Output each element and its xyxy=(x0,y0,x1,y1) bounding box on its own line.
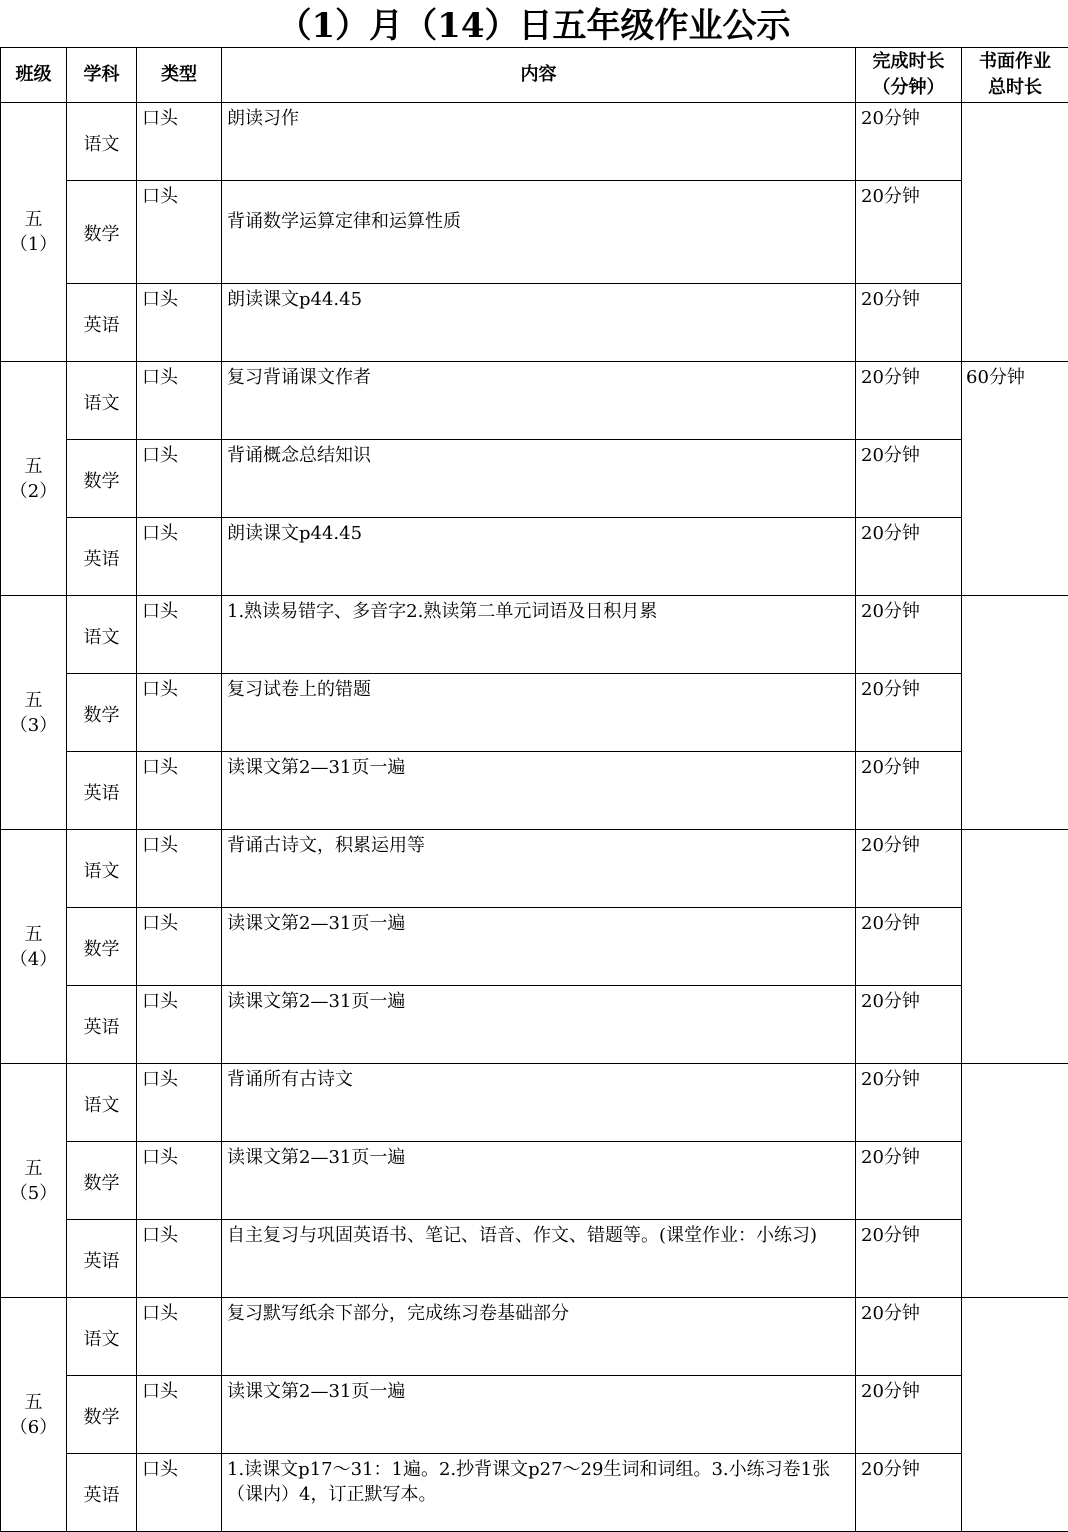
content-cell: 自主复习与巩固英语书、笔记、语音、作文、错题等。(课堂作业：小练习) xyxy=(222,1220,856,1298)
table-row xyxy=(1,518,1068,596)
subject-cell: 英语 xyxy=(67,284,137,362)
class-number: （6） xyxy=(1,1415,66,1440)
duration-cell: 20分钟 xyxy=(856,1454,962,1532)
subject-cell: 语文 xyxy=(67,830,137,908)
type-cell: 口头 xyxy=(137,674,222,752)
class-number: （3） xyxy=(1,713,66,738)
duration-cell: 20分钟 xyxy=(856,1064,962,1142)
header-duration xyxy=(856,48,962,103)
subject-cell: 语文 xyxy=(67,596,137,674)
subject-cell: 数学 xyxy=(67,1142,137,1220)
type-cell: 口头 xyxy=(137,284,222,362)
content-cell: 1.熟读易错字、多音字2.熟读第二单元词语及日积月累 xyxy=(222,596,856,674)
written-total-cell xyxy=(962,830,1068,1064)
subject-cell: 数学 xyxy=(67,440,137,518)
duration-cell: 20分钟 xyxy=(856,1142,962,1220)
class-cell xyxy=(1,596,67,830)
duration-cell: 20分钟 xyxy=(856,1376,962,1454)
duration-cell: 20分钟 xyxy=(856,1298,962,1376)
class-number: （1） xyxy=(1,232,66,257)
table-row xyxy=(1,440,1068,518)
header-duration-line1: 完成时长 xyxy=(856,49,961,75)
subject-cell: 数学 xyxy=(67,181,137,284)
content-cell: 复习默写纸余下部分，完成练习卷基础部分 xyxy=(222,1298,856,1376)
duration-cell: 20分钟 xyxy=(856,362,962,440)
class-grade: 五 xyxy=(1,1390,66,1415)
class-cell xyxy=(1,1064,67,1298)
content-cell: 朗读课文p44.45 xyxy=(222,518,856,596)
type-cell: 口头 xyxy=(137,1064,222,1142)
table-row xyxy=(1,1142,1068,1220)
subject-cell: 语文 xyxy=(67,1298,137,1376)
table-row xyxy=(1,908,1068,986)
content-cell: 复习试卷上的错题 xyxy=(222,674,856,752)
type-cell: 口头 xyxy=(137,440,222,518)
class-grade: 五 xyxy=(1,688,66,713)
class-grade: 五 xyxy=(1,454,66,479)
class-number: （5） xyxy=(1,1181,66,1206)
written-total-cell: 60分钟 xyxy=(962,362,1068,596)
class-cell xyxy=(1,362,67,596)
duration-cell: 20分钟 xyxy=(856,518,962,596)
duration-cell: 20分钟 xyxy=(856,440,962,518)
content-cell: 背诵数学运算定律和运算性质 xyxy=(222,181,856,284)
table-row xyxy=(1,986,1068,1064)
header-type: 类型 xyxy=(137,48,222,103)
header-written-total xyxy=(962,48,1068,103)
table-row xyxy=(1,362,1068,440)
subject-cell: 语文 xyxy=(67,103,137,181)
type-cell: 口头 xyxy=(137,1454,222,1532)
content-cell: 读课文第2—31页一遍 xyxy=(222,1376,856,1454)
content-cell: 读课文第2—31页一遍 xyxy=(222,908,856,986)
type-cell: 口头 xyxy=(137,986,222,1064)
content-cell: 读课文第2—31页一遍 xyxy=(222,1142,856,1220)
content-cell: 朗读课文p44.45 xyxy=(222,284,856,362)
table-row xyxy=(1,752,1068,830)
type-cell: 口头 xyxy=(137,830,222,908)
written-total-cell xyxy=(962,1298,1068,1532)
table-row xyxy=(1,1220,1068,1298)
content-cell: 1.读课文p17～31：1遍。2.抄背课文p27～29生词和词组。3.小练习卷1张（课内）4，订正默写本。 xyxy=(222,1454,856,1532)
header-class: 班级 xyxy=(1,48,67,103)
type-cell: 口头 xyxy=(137,1142,222,1220)
table-row xyxy=(1,103,1068,181)
table-header-row xyxy=(1,48,1068,103)
subject-cell: 语文 xyxy=(67,362,137,440)
content-cell: 背诵所有古诗文 xyxy=(222,1064,856,1142)
class-cell xyxy=(1,1298,67,1532)
table-row xyxy=(1,1298,1068,1376)
homework-table xyxy=(0,47,1068,1532)
header-written-line2: 总时长 xyxy=(962,75,1068,101)
duration-cell: 20分钟 xyxy=(856,830,962,908)
written-total-cell xyxy=(962,1064,1068,1298)
header-subject: 学科 xyxy=(67,48,137,103)
table-row xyxy=(1,1376,1068,1454)
table-row xyxy=(1,596,1068,674)
duration-cell: 20分钟 xyxy=(856,752,962,830)
page-title: （1）月（14）日五年级作业公示 xyxy=(0,0,1068,47)
header-content: 内容 xyxy=(222,48,856,103)
duration-cell: 20分钟 xyxy=(856,181,962,284)
class-number: （4） xyxy=(1,947,66,972)
content-cell: 背诵概念总结知识 xyxy=(222,440,856,518)
type-cell: 口头 xyxy=(137,908,222,986)
class-grade: 五 xyxy=(1,922,66,947)
class-cell xyxy=(1,103,67,362)
type-cell: 口头 xyxy=(137,362,222,440)
table-row xyxy=(1,674,1068,752)
table-row xyxy=(1,1454,1068,1532)
type-cell: 口头 xyxy=(137,518,222,596)
content-cell: 读课文第2—31页一遍 xyxy=(222,752,856,830)
content-cell: 读课文第2—31页一遍 xyxy=(222,986,856,1064)
duration-cell: 20分钟 xyxy=(856,674,962,752)
class-number: （2） xyxy=(1,479,66,504)
table-row xyxy=(1,284,1068,362)
type-cell: 口头 xyxy=(137,103,222,181)
duration-cell: 20分钟 xyxy=(856,103,962,181)
type-cell: 口头 xyxy=(137,1298,222,1376)
type-cell: 口头 xyxy=(137,1220,222,1298)
type-cell: 口头 xyxy=(137,1376,222,1454)
duration-cell: 20分钟 xyxy=(856,284,962,362)
content-cell: 朗读习作 xyxy=(222,103,856,181)
subject-cell: 英语 xyxy=(67,1220,137,1298)
class-grade: 五 xyxy=(1,1156,66,1181)
subject-cell: 数学 xyxy=(67,1376,137,1454)
duration-cell: 20分钟 xyxy=(856,908,962,986)
table-row xyxy=(1,1064,1068,1142)
content-cell: 背诵古诗文，积累运用等 xyxy=(222,830,856,908)
table-row xyxy=(1,181,1068,284)
content-cell: 复习背诵课文作者 xyxy=(222,362,856,440)
type-cell: 口头 xyxy=(137,596,222,674)
subject-cell: 英语 xyxy=(67,1454,137,1532)
class-grade: 五 xyxy=(1,207,66,232)
duration-cell: 20分钟 xyxy=(856,596,962,674)
subject-cell: 英语 xyxy=(67,518,137,596)
written-total-cell xyxy=(962,596,1068,830)
table-row xyxy=(1,830,1068,908)
header-duration-line2: （分钟） xyxy=(856,75,961,101)
written-total-cell xyxy=(962,103,1068,362)
subject-cell: 语文 xyxy=(67,1064,137,1142)
duration-cell: 20分钟 xyxy=(856,1220,962,1298)
type-cell: 口头 xyxy=(137,181,222,284)
table-body xyxy=(1,103,1068,1532)
header-written-line1: 书面作业 xyxy=(962,49,1068,75)
subject-cell: 数学 xyxy=(67,674,137,752)
class-cell xyxy=(1,830,67,1064)
subject-cell: 英语 xyxy=(67,986,137,1064)
subject-cell: 英语 xyxy=(67,752,137,830)
subject-cell: 数学 xyxy=(67,908,137,986)
type-cell: 口头 xyxy=(137,752,222,830)
duration-cell: 20分钟 xyxy=(856,986,962,1064)
